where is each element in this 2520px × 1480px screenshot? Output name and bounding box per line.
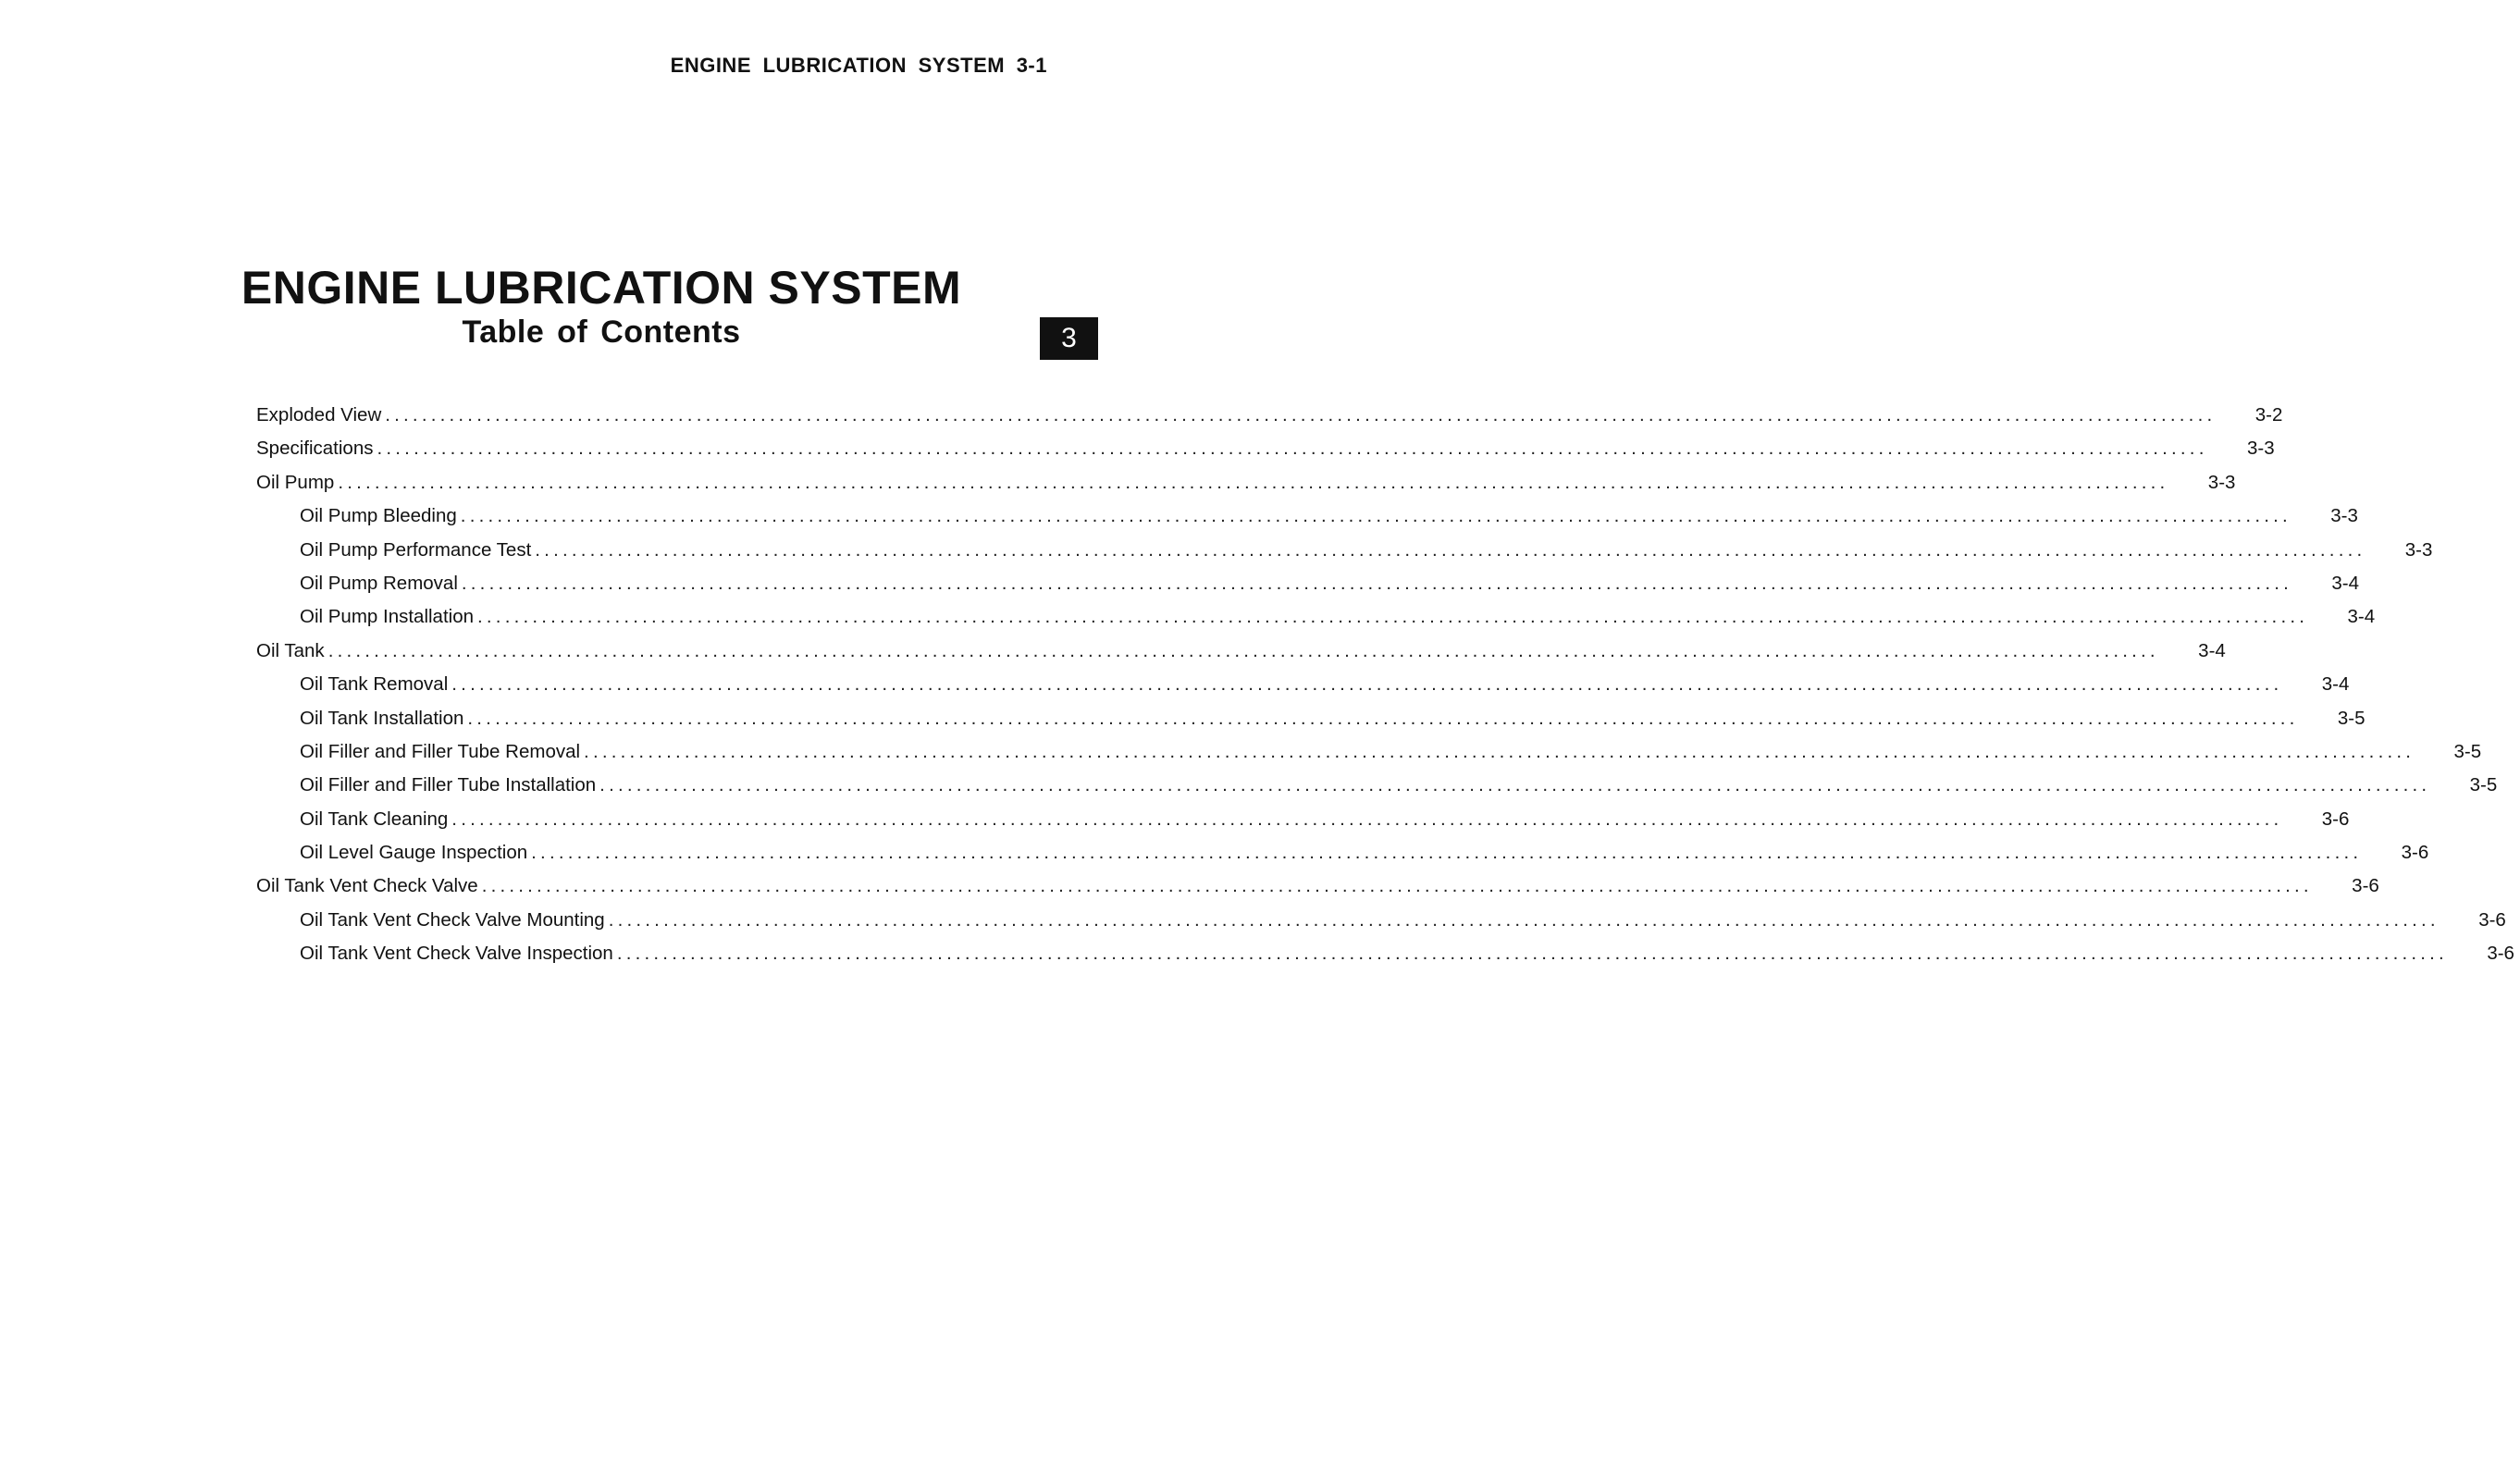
toc-entry-page: 3-5 bbox=[2453, 740, 2482, 762]
toc-entry bbox=[256, 538, 2433, 573]
toc-dot-leader: ........................................................................................................................................................................................................ bbox=[338, 471, 2169, 493]
toc-dot-leader: ........................................................................................................................................................................................................ bbox=[477, 606, 2309, 628]
toc-entry bbox=[256, 673, 2350, 707]
toc-entry-page: 3-6 bbox=[2321, 808, 2350, 830]
toc-entry-label: Oil Pump bbox=[256, 471, 335, 493]
toc-entry-label: Oil Pump Performance Test bbox=[300, 538, 532, 561]
toc-entry-label: Oil Tank Installation bbox=[300, 707, 464, 729]
toc-entry bbox=[256, 438, 2275, 471]
toc-entry-label: Oil Tank Cleaning bbox=[300, 808, 449, 830]
page-title: ENGINE LUBRICATION SYSTEM bbox=[241, 262, 962, 314]
toc-dot-leader: ........................................................................................................................................................................................................ bbox=[608, 908, 2440, 931]
toc-entry bbox=[256, 943, 2514, 976]
toc-dot-leader: ........................................................................................................................................................................................................ bbox=[535, 538, 2366, 561]
toc-entry bbox=[256, 875, 2379, 908]
toc-entry-label: Oil Tank bbox=[256, 639, 325, 661]
toc-dot-leader: ........................................................................................................................................................................................................ bbox=[460, 505, 2291, 527]
toc-entry bbox=[256, 808, 2350, 842]
toc-entry-page: 3-4 bbox=[2198, 639, 2226, 661]
toc-entry-page: 3-4 bbox=[2331, 572, 2360, 594]
toc-entry-label: Oil Level Gauge Inspection bbox=[300, 842, 528, 864]
toc-entry-page: 3-6 bbox=[2478, 908, 2506, 931]
toc-entry-label: Oil Tank Vent Check Valve Inspection bbox=[300, 943, 613, 965]
toc-entry bbox=[256, 842, 2429, 875]
toc-entry-label: Oil Tank Removal bbox=[300, 673, 449, 696]
toc-entry-label: Oil Pump Installation bbox=[300, 606, 475, 628]
toc-dot-leader: ........................................................................................................................................................................................................ bbox=[377, 438, 2208, 460]
toc-entry-label: Oil Filler and Filler Tube Installation bbox=[300, 774, 597, 796]
toc-dot-leader: ........................................................................................................................................................................................................ bbox=[327, 639, 2159, 661]
toc-entry-label: Exploded View bbox=[256, 404, 382, 426]
toc-dot-leader: ........................................................................................................................................................................................................ bbox=[461, 572, 2293, 594]
toc-entry-page: 3-6 bbox=[2487, 943, 2514, 965]
toc-entry-label: Specifications bbox=[256, 438, 374, 460]
toc-entry-page: 3-5 bbox=[2337, 707, 2366, 729]
toc-entry-label: Oil Filler and Filler Tube Removal bbox=[300, 740, 581, 762]
running-header: ENGINE LUBRICATION SYSTEM 3-1 bbox=[670, 54, 1047, 77]
toc-entry-label: Oil Tank Vent Check Valve bbox=[256, 875, 478, 897]
toc-entry-page: 3-3 bbox=[2404, 538, 2433, 561]
toc-entry-label: Oil Pump Removal bbox=[300, 572, 458, 594]
toc-dot-leader: ........................................................................................................................................................................................................ bbox=[481, 875, 2313, 897]
toc-entry-page: 3-4 bbox=[2347, 606, 2376, 628]
toc-dot-leader: ........................................................................................................................................................................................................ bbox=[467, 707, 2299, 729]
toc-dot-leader: ........................................................................................................................................................................................................ bbox=[451, 673, 2283, 696]
toc-entry bbox=[256, 505, 2358, 538]
toc-entry bbox=[256, 471, 2236, 505]
toc-entry bbox=[256, 908, 2506, 943]
toc-entry-page: 3-3 bbox=[2330, 505, 2358, 527]
toc-entry-page: 3-4 bbox=[2321, 673, 2350, 696]
toc-dot-leader: ........................................................................................................................................................................................................ bbox=[584, 740, 2415, 762]
toc-entry-label: Oil Pump Bleeding bbox=[300, 505, 457, 527]
toc-entry-page: 3-5 bbox=[2469, 774, 2498, 796]
toc-entry bbox=[256, 606, 2376, 639]
toc-entry bbox=[256, 707, 2366, 741]
toc-dot-leader: ........................................................................................................................................................................................................ bbox=[616, 943, 2448, 965]
toc-entry-label: Oil Tank Vent Check Valve Mounting bbox=[300, 908, 605, 931]
toc-entry-page: 3-6 bbox=[2352, 875, 2379, 897]
toc-dot-leader: ........................................................................................................................................................................................................ bbox=[599, 774, 2431, 796]
chapter-tab: 3 bbox=[1040, 317, 1098, 360]
toc-entry-page: 3-2 bbox=[2254, 404, 2283, 426]
toc-dot-leader: ........................................................................................................................................................................................................ bbox=[385, 404, 2217, 426]
toc-entry bbox=[256, 774, 2498, 808]
toc-entry bbox=[256, 639, 2226, 673]
table-of-contents bbox=[256, 404, 2514, 977]
toc-entry-page: 3-3 bbox=[2246, 438, 2275, 460]
toc-entry-page: 3-6 bbox=[2401, 842, 2429, 864]
toc-dot-leader: ........................................................................................................................................................................................................ bbox=[451, 808, 2283, 830]
toc-entry-page: 3-3 bbox=[2207, 471, 2236, 493]
page-subtitle: Table of Contents bbox=[462, 314, 741, 350]
toc-entry bbox=[256, 404, 2283, 438]
toc-entry bbox=[256, 572, 2360, 606]
toc-entry bbox=[256, 740, 2482, 774]
toc-dot-leader: ........................................................................................................................................................................................................ bbox=[531, 842, 2363, 864]
